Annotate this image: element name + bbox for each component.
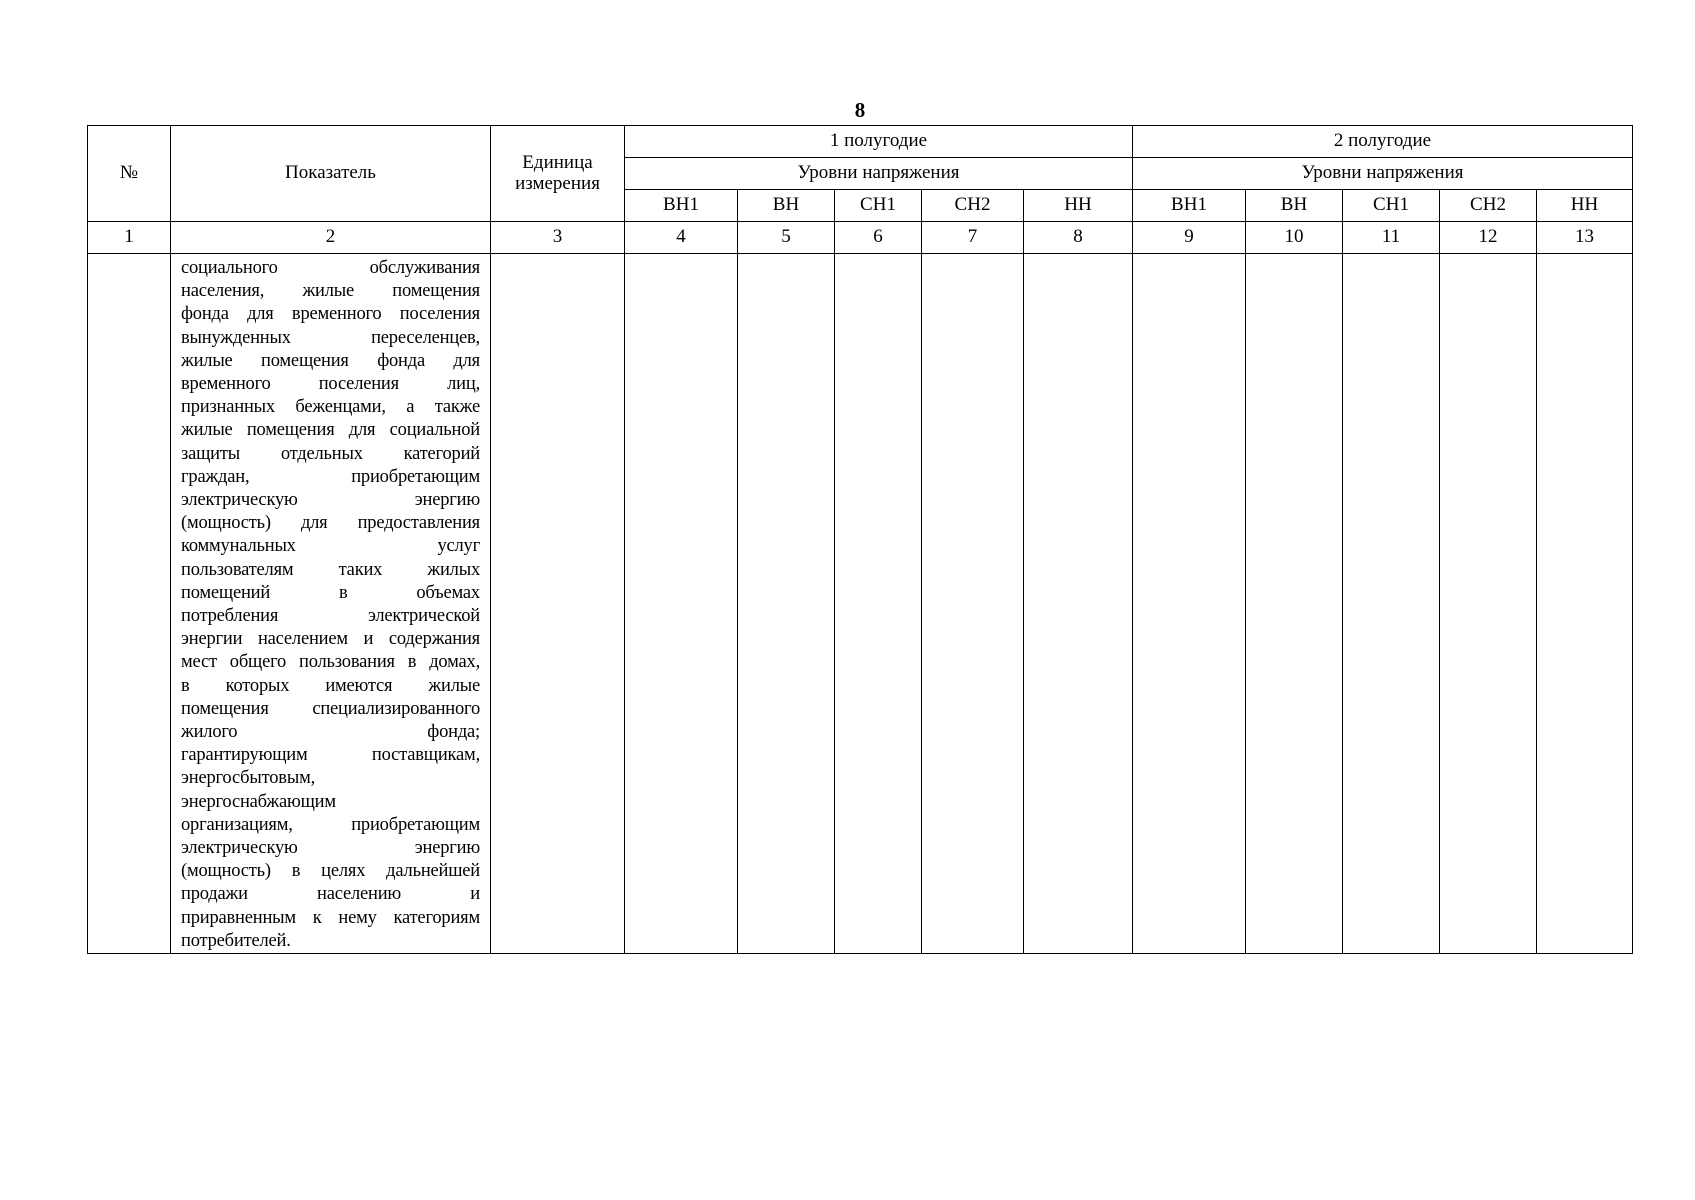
column-number: 8 [1024, 222, 1133, 254]
column-number: 4 [625, 222, 738, 254]
indicator-line: пользователям таких жилых [181, 559, 480, 580]
indicator-line: защиты отдельных категорий [181, 443, 480, 464]
voltage-level-cell: СН1 [1343, 190, 1440, 222]
indicator-line: социального обслуживания [181, 258, 480, 278]
indicator-line: коммунальных услуг [181, 536, 480, 557]
voltage-level-cell: СН1 [835, 190, 922, 222]
tariff-table [87, 125, 1633, 954]
voltage-level-cell: ВН [1246, 190, 1343, 222]
indicator-line: электрическую энергию [181, 490, 480, 511]
indicator-line: жилые помещения фонда для [181, 350, 480, 371]
column-number: 5 [738, 222, 835, 254]
indicator-line: вынужденных переселенцев, [181, 327, 480, 348]
column-number: 3 [491, 222, 625, 254]
indicator-line: (мощность) в целях дальнейшей [181, 861, 480, 882]
value-cell [1133, 254, 1246, 954]
indicator-line: гарантирующим поставщикам, [181, 745, 480, 766]
row-no-cell [88, 254, 171, 954]
value-cell [1343, 254, 1440, 954]
unit-cell [491, 254, 625, 954]
indicator-cell [171, 254, 491, 954]
header-levels2: Уровни напряжения [1133, 158, 1633, 190]
value-cell [738, 254, 835, 954]
indicator-line: энергосбытовым, [181, 768, 316, 789]
indicator-line: электрическую энергию [181, 838, 480, 859]
column-number: 10 [1246, 222, 1343, 254]
indicator-line: потребления электрической [181, 606, 480, 627]
voltage-level-cell: НН [1024, 190, 1133, 222]
indicator-line: жилого фонда; [181, 722, 480, 743]
voltage-level-cell: СН2 [922, 190, 1024, 222]
header-half2: 2 полугодие [1133, 126, 1633, 158]
header-unit-line2: измерения [515, 172, 600, 194]
header-unit-line1: Единица [522, 151, 593, 173]
indicator-line: (мощность) для предоставления [181, 513, 480, 534]
indicator-line: помещений в объемах [181, 582, 480, 603]
indicator-line: энергоснабжающим [181, 791, 336, 812]
header-unit [491, 126, 625, 222]
header-indicator: Показатель [171, 126, 491, 222]
column-number: 2 [171, 222, 491, 254]
indicator-line: временного поселения лиц, [181, 374, 480, 395]
page-number: 8 [854, 98, 866, 122]
header-levels1: Уровни напряжения [625, 158, 1133, 190]
value-cell [625, 254, 738, 954]
column-number-row [88, 222, 1633, 254]
column-number: 9 [1133, 222, 1246, 254]
indicator-line: продажи населению и [181, 884, 480, 905]
indicator-line: населения, жилые помещения [181, 281, 480, 302]
value-cell [1246, 254, 1343, 954]
indicator-line: организациям, приобретающим [181, 814, 480, 835]
voltage-level-cell: НН [1537, 190, 1633, 222]
value-cell [1024, 254, 1133, 954]
column-number: 13 [1537, 222, 1633, 254]
value-cell [1537, 254, 1633, 954]
header-no: № [88, 126, 171, 222]
voltage-level-cell: ВН1 [1133, 190, 1246, 222]
indicator-line: фонда для временного поселения [181, 304, 480, 325]
table-row [88, 254, 1633, 954]
header-half1: 1 полугодие [625, 126, 1133, 158]
column-number: 12 [1440, 222, 1537, 254]
value-cell [835, 254, 922, 954]
indicator-line: жилые помещения для социальной [181, 420, 480, 441]
column-number: 7 [922, 222, 1024, 254]
indicator-line: признанных беженцами, а также [181, 397, 480, 418]
column-number: 11 [1343, 222, 1440, 254]
voltage-level-cell: ВН1 [625, 190, 738, 222]
indicator-line: в которых имеются жилые [181, 675, 480, 696]
voltage-level-cell: ВН [738, 190, 835, 222]
indicator-text [171, 254, 490, 953]
indicator-line: приравненным к нему категориям [181, 907, 480, 928]
indicator-line: мест общего пользования в домах, [181, 652, 480, 673]
voltage-level-cell: СН2 [1440, 190, 1537, 222]
value-cell [1440, 254, 1537, 954]
column-number: 6 [835, 222, 922, 254]
indicator-line: потребителей. [181, 930, 291, 951]
value-cell [922, 254, 1024, 954]
indicator-line: помещения специализированного [181, 698, 480, 719]
indicator-line: энергии населением и содержания [181, 629, 480, 650]
indicator-line: граждан, приобретающим [181, 466, 480, 487]
column-number: 1 [88, 222, 171, 254]
header-row-1 [88, 126, 1633, 158]
